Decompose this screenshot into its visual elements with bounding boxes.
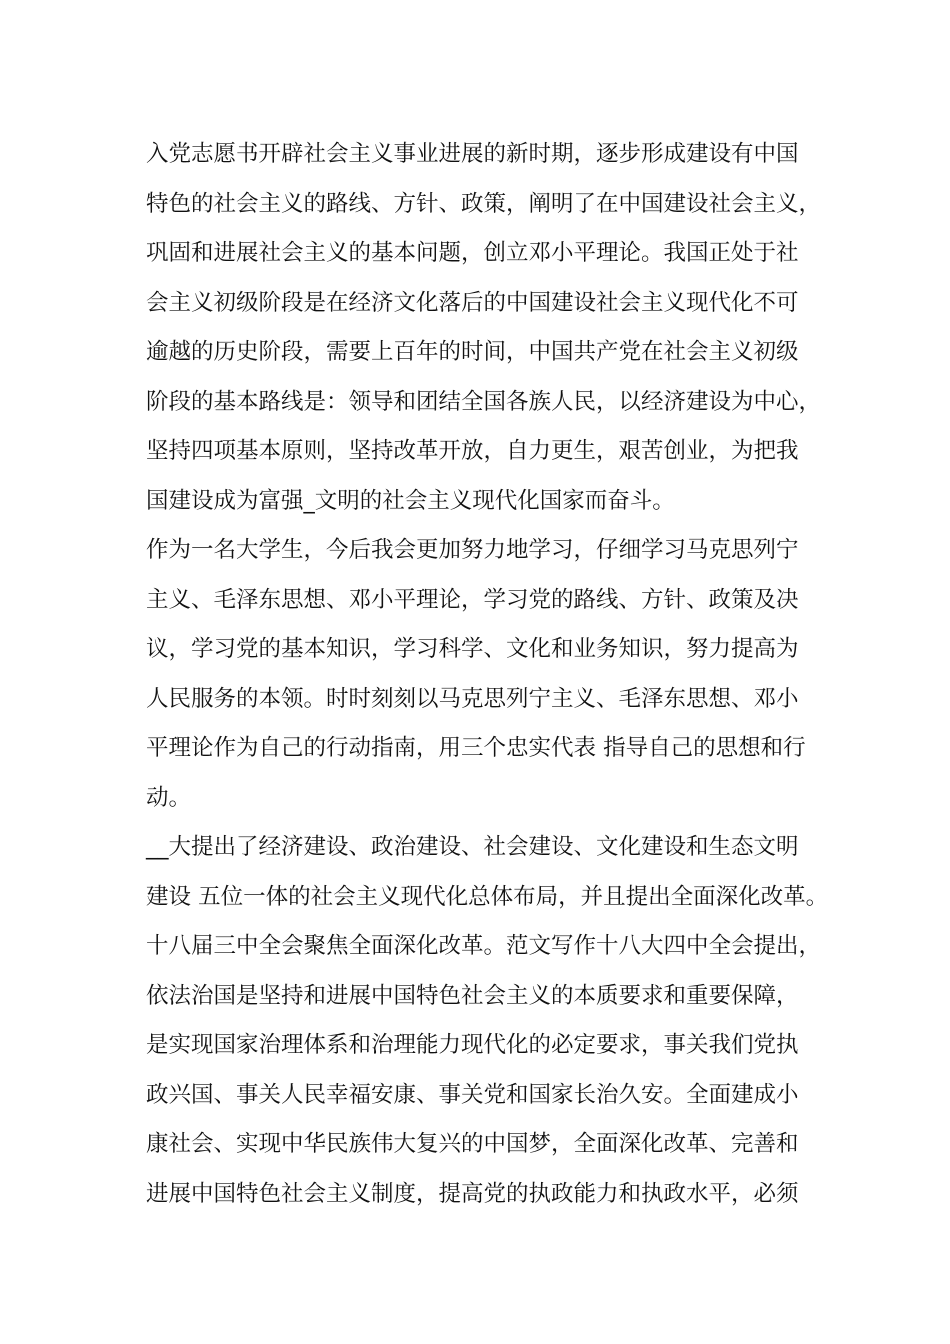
text-line-12: 人民服务的本领。时时刻刻以马克思列宁主义、毛泽东思想、邓小 [146,685,799,712]
text-line-9: 作为一名大学生，今后我会更加努力地学习，仔细学习马克思列宁 [146,537,799,563]
text-line-19: 是实现国家治理体系和治理能力现代化的必定要求，事关我们党执 [146,1032,799,1058]
text-line-5: 逾越的历史阶段，需要上百年的时间，中国共产党在社会主义初级 [146,339,799,365]
text-line-15: __大提出了经济建设、政治建设、社会建设、文化建设和生态文明 [146,834,799,860]
text-line-6: 阶段的基本路线是：领导和团结全国各族人民，以经济建设为中心， [146,388,822,415]
text-line-7: 坚持四项基本原则，坚持改革开放，自力更生，艰苦创业，为把我 [146,438,799,464]
text-line-1: 入党志愿书开辟社会主义事业进展的新时期，逐步形成建设有中国 [146,141,799,167]
text-line-18: 依法治国是坚持和进展中国特色社会主义的本质要求和重要保障， [146,982,799,1009]
text-line-22: 进展中国特色社会主义制度，提高党的执政能力和执政水平，必须 [146,1180,799,1207]
text-line-20: 政兴国、事关人民幸福安康、事关党和国家长治久安。全面建成小 [146,1081,799,1108]
text-line-2: 特色的社会主义的路线、方针、政策，阐明了在中国建设社会主义， [146,190,822,217]
text-line-17: 十八届三中全会聚焦全面深化改革。范文写作十八大四中全会提出， [146,933,822,959]
text-line-8: 国建设成为富强_文明的社会主义现代化国家而奋斗。 [146,487,675,514]
text-line-16: 建设 五位一体的社会主义现代化总体布局，并且提出全面深化改革。 [146,883,829,910]
body-text [146,130,836,1219]
text-line-13: 平理论作为自己的行动指南，用三个忠实代表 指导自己的思想和行 [146,735,806,761]
text-line-3: 巩固和进展社会主义的基本问题，创立邓小平理论。我国正处于社 [146,240,799,266]
text-line-4: 会主义初级阶段是在经济文化落后的中国建设社会主义现代化不可 [146,289,799,316]
text-line-14: 动。 [146,784,192,811]
text-line-10: 主义、毛泽东思想、邓小平理论，学习党的路线、方针、政策及决 [146,586,799,613]
text-line-21: 康社会、实现中华民族伟大复兴的中国梦，全面深化改革、完善和 [146,1131,799,1157]
text-line-11: 议，学习党的基本知识，学习科学、文化和业务知识，努力提高为 [146,636,799,662]
